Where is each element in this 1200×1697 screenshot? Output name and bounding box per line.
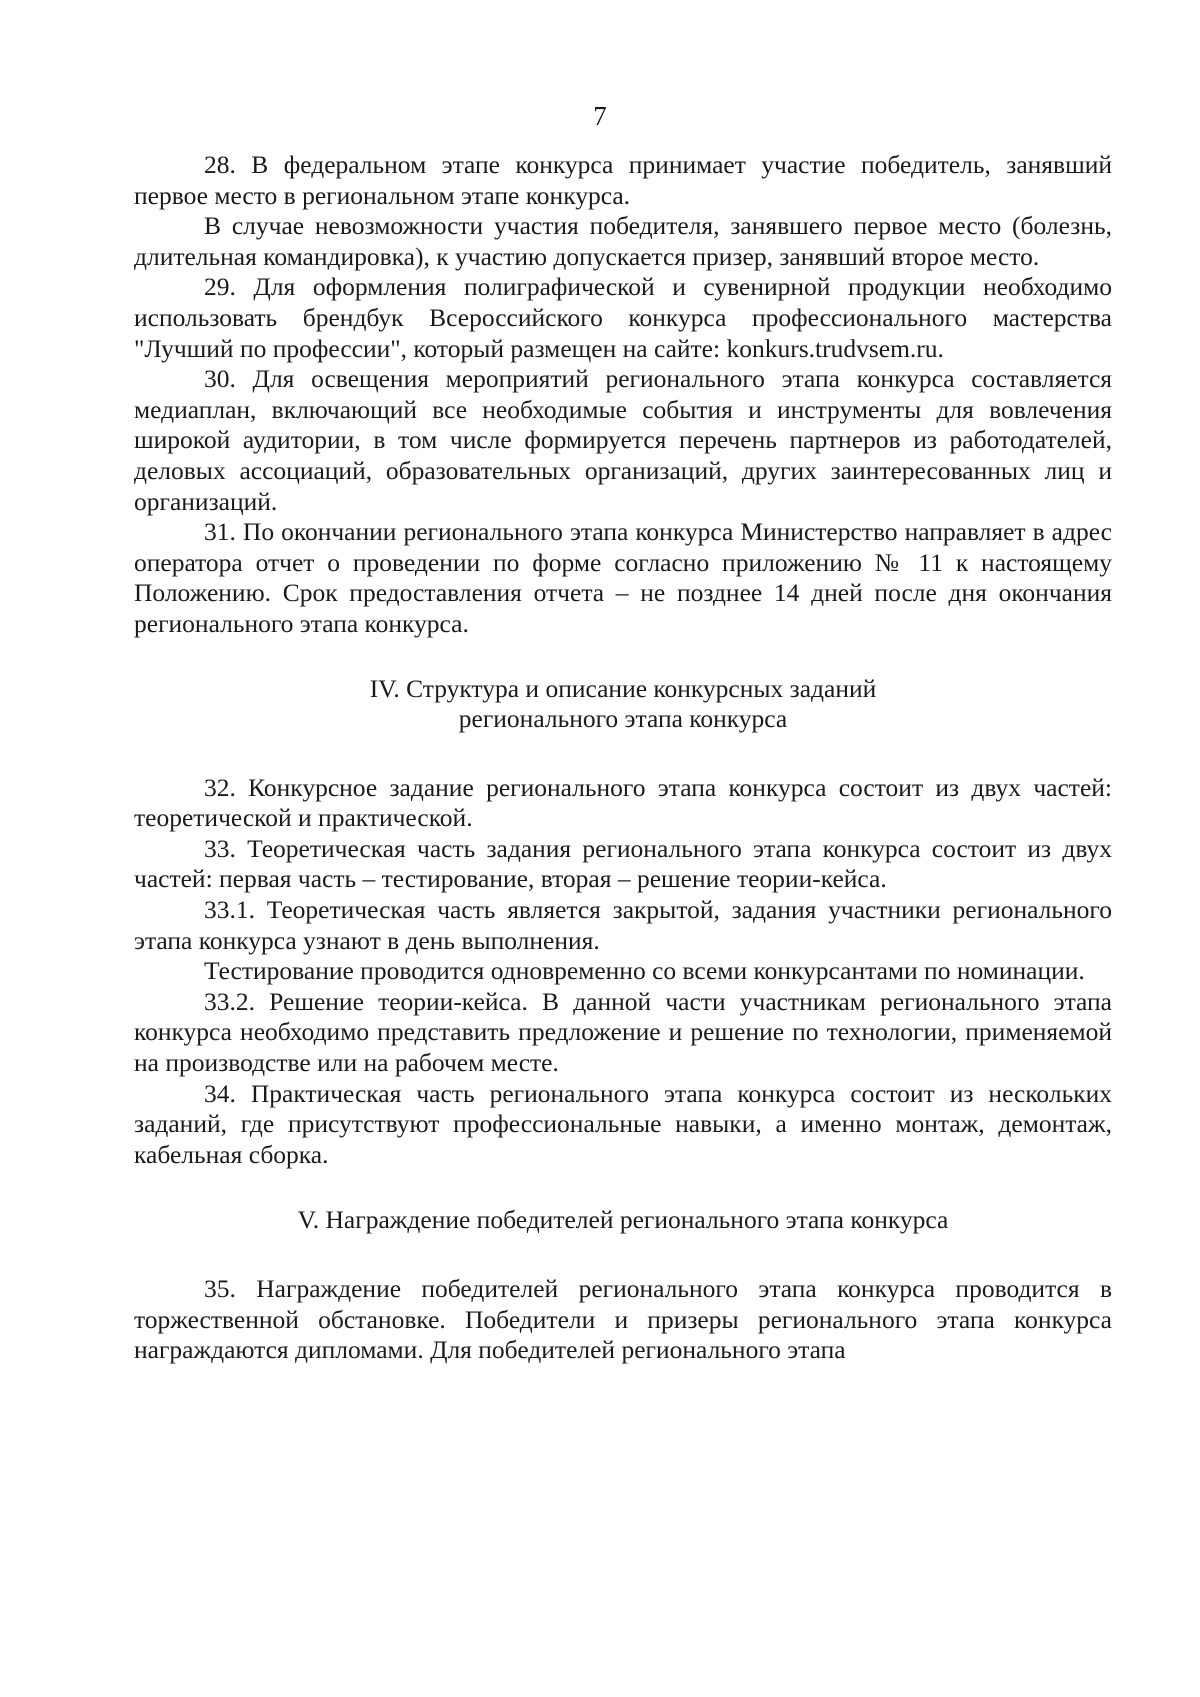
paragraph-30: 30. Для освещения мероприятий регионального этапа конкурса составляется медиаплан, включающий все необходимые события и инструменты для вовлечения широкой аудитории, в том числе формируется перечень партнеров из работодателей, деловых ассоциаций, образовательных организаций, других заинтересованных лиц и организаций.: [134, 364, 1112, 516]
paragraph-33-1-testing: Тестирование проводится одновременно со всеми конкурсантами по номинации.: [204, 956, 1085, 986]
paragraph-32: 32. Конкурсное задание регионального этапа конкурса состоит из двух частей: теоретической и практической.: [134, 772, 1112, 833]
paragraph-35: 35. Награждение победителей регионального этапа конкурса проводится в торжественной обстановке. Победители и призеры регионального этапа конкурса награждаются дипломами. Для победителей регионального этапа: [134, 1274, 1112, 1365]
paragraph-28-continuation: В случае невозможности участия победителя, занявшего первое место (болезнь, длительная командировка), к участию допускается призер, занявший второе место.: [134, 211, 1112, 271]
paragraph-29: 29. Для оформления полиграфической и сувенирной продукции необходимо использовать брендбук Всероссийского конкурса профессионального мастерства "Лучший по профессии", который размещен на сайте: konkurs.trudvsem.ru.: [134, 272, 1112, 363]
paragraph-31: 31. По окончании регионального этапа конкурса Министерство направляет в адрес оператора отчет о проведении по форме согласно приложению № 11 к настоящему Положению. Срок предоставления отчета – не позднее 14 дней после дня окончания регионального этапа конкурса.: [134, 517, 1112, 638]
paragraph-33: 33. Теоретическая часть задания регионального этапа конкурса состоит из двух частей: первая часть – тестирование, вторая – решение теории-кейса.: [134, 833, 1112, 894]
paragraph-34: 34. Практическая часть регионального этапа конкурса состоит из нескольких заданий, где присутствуют профессиональные навыки, а именно монтаж, демонтаж, кабельная сборка.: [134, 1078, 1112, 1169]
section-heading-iv: [134, 674, 1112, 735]
section-heading-v: [134, 1205, 1112, 1236]
page-number: 7: [593, 101, 607, 131]
paragraph-28: 28. В федеральном этапе конкурса принимает участие победитель, занявший первое место в региональном этапе конкурса.: [134, 150, 1112, 210]
paragraph-33-1: 33.1. Теоретическая часть является закрытой, задания участники регионального этапа конкурса узнают в день выполнения.: [134, 895, 1112, 955]
section-heading-v-line: V. Награждение победителей регионального этапа конкурса: [297, 1205, 949, 1235]
document-body: [134, 150, 1112, 1366]
section-heading-iv-line2: регионального этапа конкурса: [458, 704, 788, 734]
paragraph-33-2: 33.2. Решение теории-кейса. В данной части участникам регионального этапа конкурса необходимо представить предложение и решение по технологии, применяемой на производстве или на рабочем месте.: [134, 986, 1112, 1078]
section-heading-iv-line1: IV. Структура и описание конкурсных заданий: [369, 673, 877, 703]
